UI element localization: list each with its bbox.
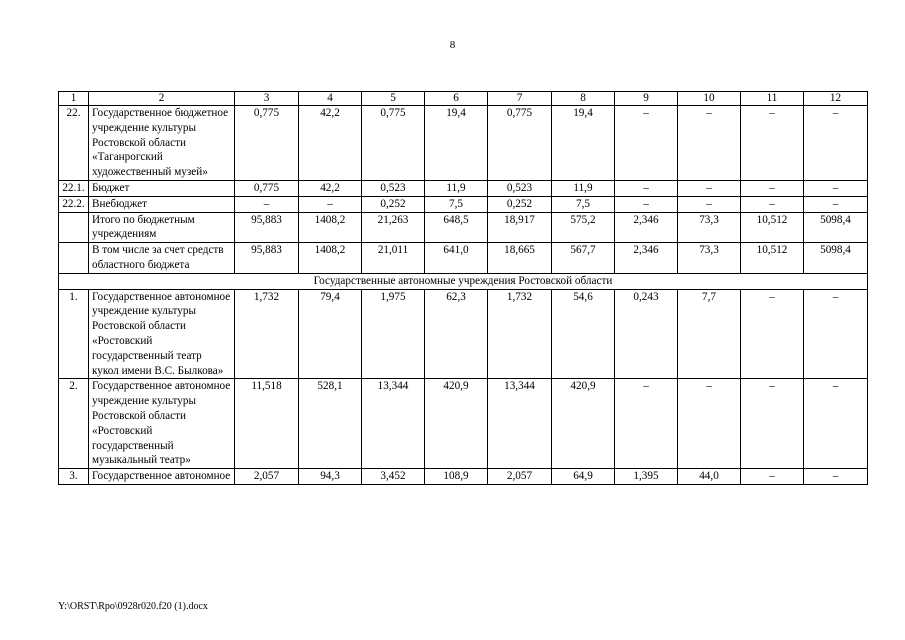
value-cell-col-12: –: [804, 289, 868, 379]
value-cell-col-3: 95,883: [235, 243, 299, 274]
value-cell-col-7: 2,057: [488, 469, 552, 485]
value-cell-col-9: 2,346: [615, 212, 678, 243]
value-cell-col-3: –: [235, 196, 299, 212]
value-cell-col-3: 11,518: [235, 379, 299, 469]
value-cell-col-3: 95,883: [235, 212, 299, 243]
value-cell-col-9: 1,395: [615, 469, 678, 485]
row-number: 2.: [59, 379, 89, 469]
value-cell-col-5: 0,775: [362, 106, 425, 181]
value-cell-col-4: 1408,2: [299, 243, 362, 274]
value-cell-col-9: –: [615, 180, 678, 196]
value-cell-col-6: 11,9: [425, 180, 488, 196]
column-header-8: 8: [552, 92, 615, 106]
value-cell-col-4: –: [299, 196, 362, 212]
value-cell-col-10: –: [678, 180, 741, 196]
value-cell-col-3: 2,057: [235, 469, 299, 485]
institution-name: Государственное автономное учреждение культуры Ростовской области «Ростовский государственный музыкальный театр»: [89, 379, 235, 469]
value-cell-col-10: 44,0: [678, 469, 741, 485]
value-cell-col-8: 567,7: [552, 243, 615, 274]
column-header-5: 5: [362, 92, 425, 106]
value-cell-col-6: 19,4: [425, 106, 488, 181]
value-cell-col-10: 73,3: [678, 243, 741, 274]
value-cell-col-6: 108,9: [425, 469, 488, 485]
value-cell-col-8: 7,5: [552, 196, 615, 212]
value-cell-col-7: 0,775: [488, 106, 552, 181]
value-cell-col-5: 0,252: [362, 196, 425, 212]
value-cell-col-7: 0,523: [488, 180, 552, 196]
institution-name: Внебюджет: [89, 196, 235, 212]
value-cell-col-12: –: [804, 180, 868, 196]
value-cell-col-4: 1408,2: [299, 212, 362, 243]
table-row: [59, 212, 868, 243]
table-body: [59, 92, 868, 485]
value-cell-col-6: 62,3: [425, 289, 488, 379]
value-cell-col-12: 5098,4: [804, 212, 868, 243]
table-row: [59, 469, 868, 485]
value-cell-col-9: –: [615, 379, 678, 469]
value-cell-col-3: 1,732: [235, 289, 299, 379]
value-cell-col-5: 21,263: [362, 212, 425, 243]
value-cell-col-11: 10,512: [741, 243, 804, 274]
column-header-3: 3: [235, 92, 299, 106]
column-header-2: 2: [89, 92, 235, 106]
section-title: Государственные автономные учреждения Ростовской области: [59, 273, 868, 289]
value-cell-col-12: –: [804, 196, 868, 212]
value-cell-col-7: 1,732: [488, 289, 552, 379]
value-cell-col-12: –: [804, 379, 868, 469]
institution-name: В том числе за счет средств областного бюджета: [89, 243, 235, 274]
table-row: [59, 180, 868, 196]
value-cell-col-10: –: [678, 106, 741, 181]
value-cell-col-11: –: [741, 106, 804, 181]
column-header-11: 11: [741, 92, 804, 106]
table-row: [59, 379, 868, 469]
value-cell-col-5: 1,975: [362, 289, 425, 379]
row-number: 22.: [59, 106, 89, 181]
value-cell-col-9: –: [615, 196, 678, 212]
section-header-row: [59, 273, 868, 289]
column-header-1: 1: [59, 92, 89, 106]
row-number: [59, 243, 89, 274]
value-cell-col-10: 7,7: [678, 289, 741, 379]
value-cell-col-10: –: [678, 379, 741, 469]
value-cell-col-4: 42,2: [299, 106, 362, 181]
value-cell-col-10: –: [678, 196, 741, 212]
value-cell-col-6: 641,0: [425, 243, 488, 274]
value-cell-col-9: 0,243: [615, 289, 678, 379]
value-cell-col-4: 79,4: [299, 289, 362, 379]
column-header-4: 4: [299, 92, 362, 106]
value-cell-col-5: 21,011: [362, 243, 425, 274]
column-header-7: 7: [488, 92, 552, 106]
value-cell-col-5: 0,523: [362, 180, 425, 196]
value-cell-col-8: 54,6: [552, 289, 615, 379]
value-cell-col-12: –: [804, 469, 868, 485]
column-header-10: 10: [678, 92, 741, 106]
value-cell-col-11: –: [741, 180, 804, 196]
value-cell-col-6: 7,5: [425, 196, 488, 212]
value-cell-col-11: –: [741, 469, 804, 485]
institution-name: Итого по бюджетным учреждениям: [89, 212, 235, 243]
value-cell-col-7: 13,344: [488, 379, 552, 469]
value-cell-col-11: 10,512: [741, 212, 804, 243]
value-cell-col-4: 42,2: [299, 180, 362, 196]
data-table: [58, 91, 868, 485]
value-cell-col-7: 18,917: [488, 212, 552, 243]
value-cell-col-8: 64,9: [552, 469, 615, 485]
row-number: 3.: [59, 469, 89, 485]
value-cell-col-8: 575,2: [552, 212, 615, 243]
row-number: [59, 212, 89, 243]
table-row: [59, 106, 868, 181]
value-cell-col-9: 2,346: [615, 243, 678, 274]
column-header-9: 9: [615, 92, 678, 106]
footer-file-path: Y:\ORST\Rpo\0928r020.f20 (1).docx: [58, 601, 208, 612]
institution-name: Государственное автономное: [89, 469, 235, 485]
table-row: [59, 196, 868, 212]
institution-name: Бюджет: [89, 180, 235, 196]
value-cell-col-8: 420,9: [552, 379, 615, 469]
column-header-6: 6: [425, 92, 488, 106]
table-row: [59, 289, 868, 379]
value-cell-col-4: 528,1: [299, 379, 362, 469]
row-number: 22.1.: [59, 180, 89, 196]
value-cell-col-10: 73,3: [678, 212, 741, 243]
value-cell-col-11: –: [741, 196, 804, 212]
value-cell-col-11: –: [741, 379, 804, 469]
value-cell-col-9: –: [615, 106, 678, 181]
institution-name: Государственное автономное учреждение культуры Ростовской области «Ростовский государственный театр кукол имени В.С. Былкова»: [89, 289, 235, 379]
value-cell-col-3: 0,775: [235, 106, 299, 181]
value-cell-col-5: 13,344: [362, 379, 425, 469]
value-cell-col-11: –: [741, 289, 804, 379]
institution-name: Государственное бюджетное учреждение культуры Ростовской области «Таганрогский художественный музей»: [89, 106, 235, 181]
value-cell-col-12: 5098,4: [804, 243, 868, 274]
value-cell-col-7: 0,252: [488, 196, 552, 212]
value-cell-col-8: 11,9: [552, 180, 615, 196]
value-cell-col-6: 648,5: [425, 212, 488, 243]
value-cell-col-3: 0,775: [235, 180, 299, 196]
row-number: 1.: [59, 289, 89, 379]
value-cell-col-6: 420,9: [425, 379, 488, 469]
value-cell-col-5: 3,452: [362, 469, 425, 485]
value-cell-col-12: –: [804, 106, 868, 181]
value-cell-col-7: 18,665: [488, 243, 552, 274]
column-header-12: 12: [804, 92, 868, 106]
row-number: 22.2.: [59, 196, 89, 212]
value-cell-col-8: 19,4: [552, 106, 615, 181]
table-row: [59, 243, 868, 274]
table-header-row: [59, 92, 868, 106]
page-number: 8: [449, 39, 456, 51]
value-cell-col-4: 94,3: [299, 469, 362, 485]
